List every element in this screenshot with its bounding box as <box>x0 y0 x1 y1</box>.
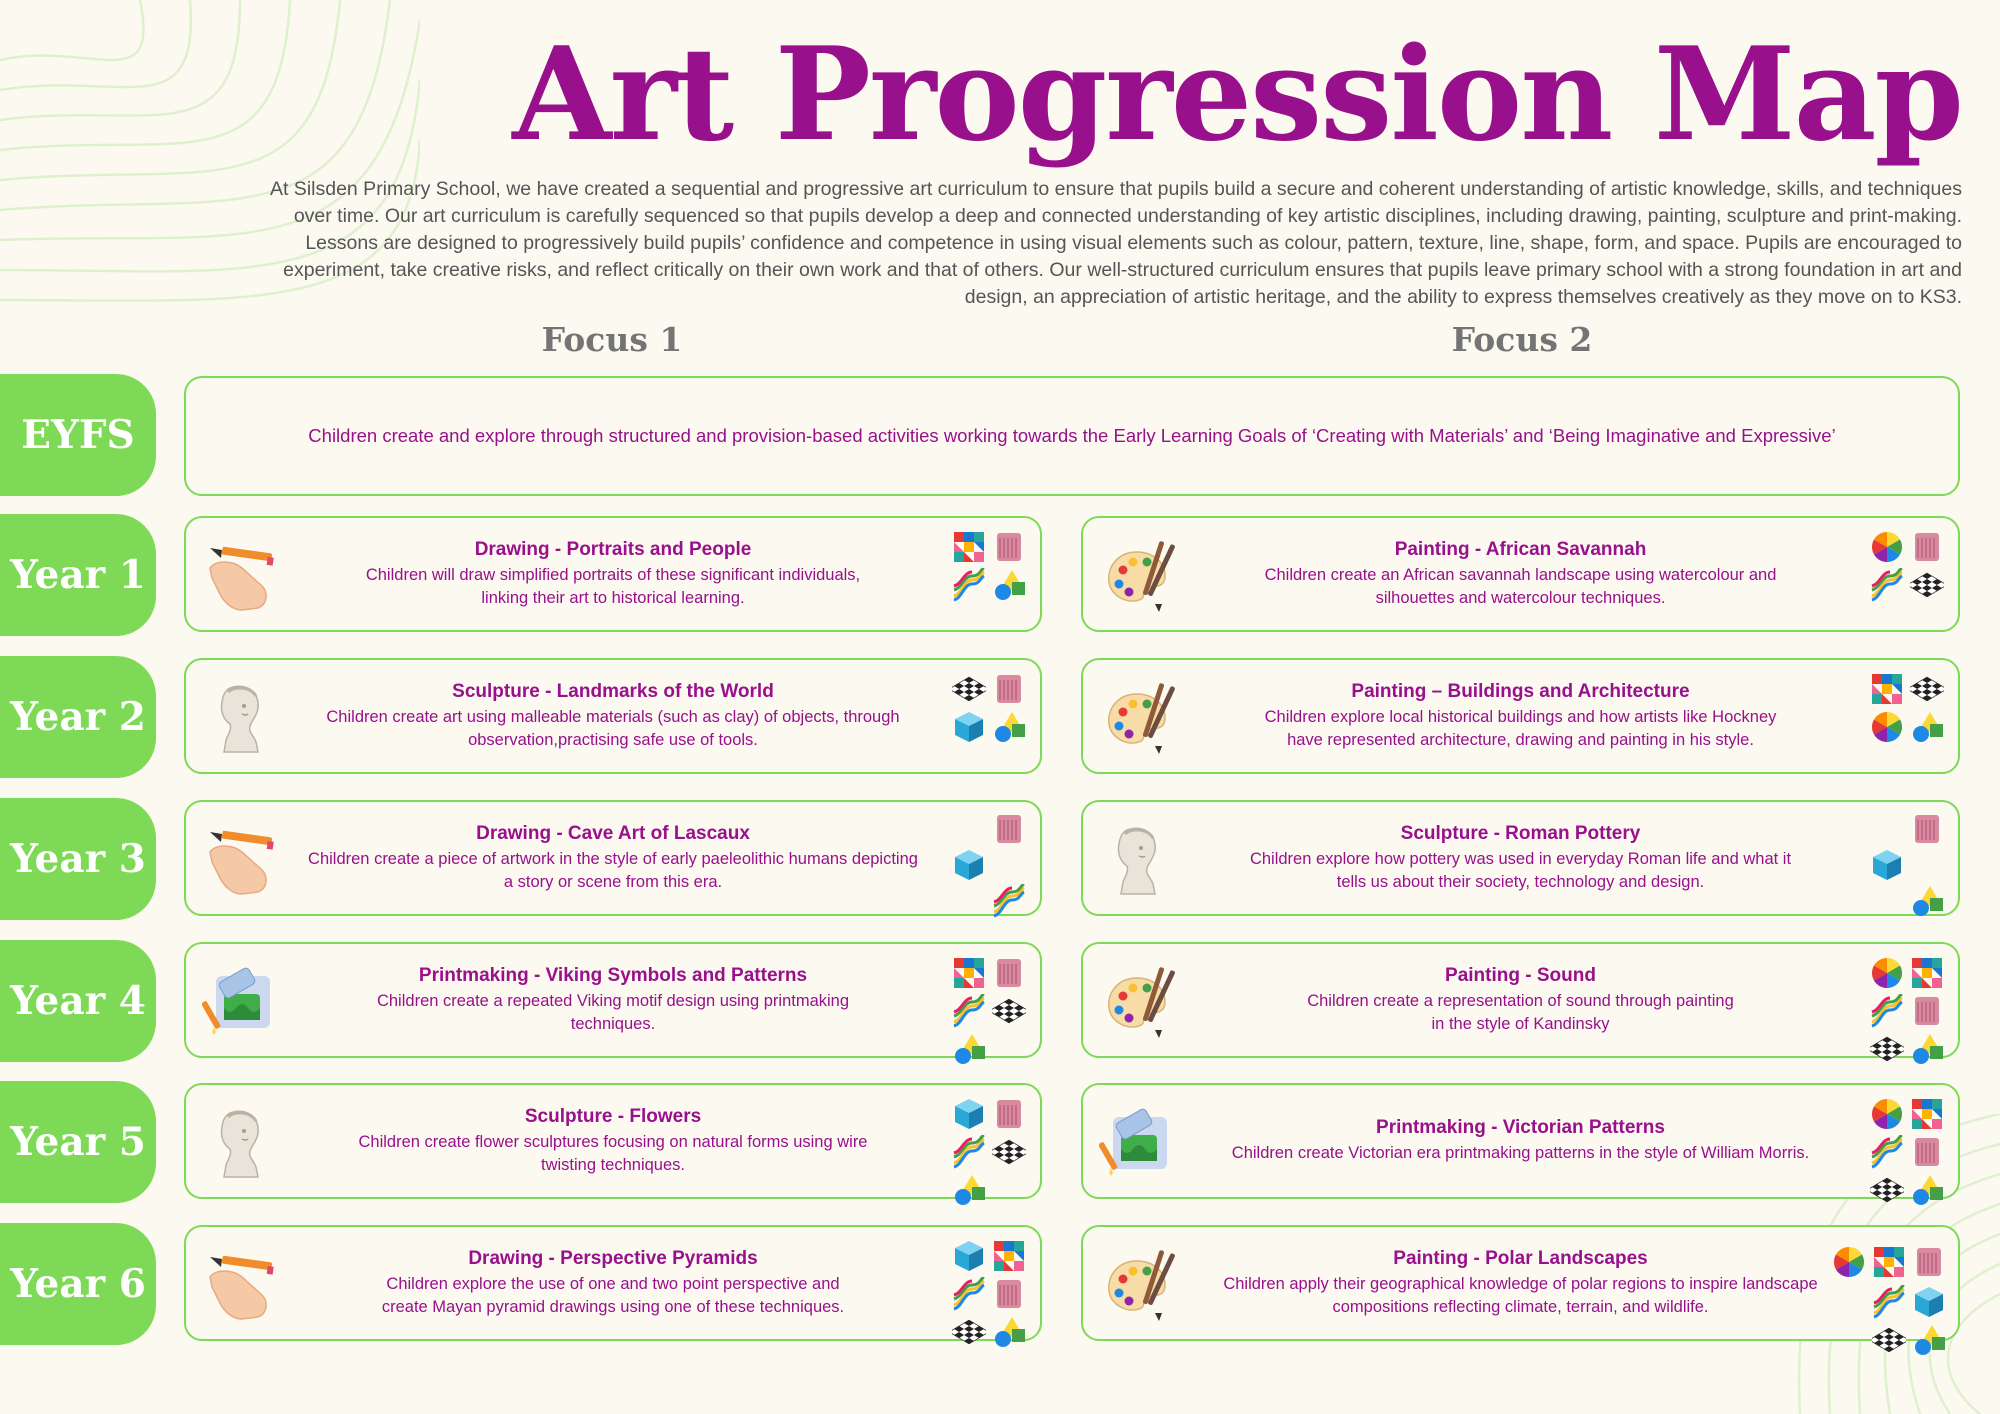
visual-element-badges <box>1868 668 1948 766</box>
focus1-card <box>184 1225 1042 1341</box>
shape-badge <box>1912 1323 1946 1357</box>
space-badge <box>992 1135 1026 1169</box>
unit-description-line: linking their art to historical learning. <box>481 588 745 607</box>
space-badge <box>1870 1173 1904 1207</box>
colour-wheel-icon <box>1832 1245 1866 1279</box>
visual-element-badges <box>950 810 1030 908</box>
focus2-card <box>1081 1225 1960 1341</box>
texture-badge <box>992 530 1026 564</box>
pattern-badge <box>952 530 986 564</box>
year-tab: Year 5 <box>0 1081 156 1203</box>
space-icon <box>1870 1032 1904 1066</box>
space-badge <box>1870 1032 1904 1066</box>
unit-description <box>1250 848 1791 894</box>
unit-description-line: Children create Victorian era printmaking patterns in the style of William Morris. <box>1231 1144 1810 1162</box>
line-badge <box>1870 568 1904 602</box>
line-badge <box>1870 1135 1904 1169</box>
unit-description <box>1307 990 1734 1036</box>
unit-description-line: observation,practising safe use of tools. <box>468 730 758 749</box>
colour-wheel-icon <box>1870 530 1904 564</box>
space-icon <box>1910 568 1944 602</box>
unit-description-line: twisting techniques. <box>541 1155 685 1174</box>
unit-title: Painting – Buildings and Architecture <box>1351 680 1690 702</box>
texture-badge <box>1910 1135 1944 1169</box>
year-tab: Year 4 <box>0 940 156 1062</box>
unit-description <box>1265 564 1777 610</box>
space-badge <box>952 672 986 706</box>
unit-title: Drawing - Portraits and People <box>474 538 752 560</box>
focus1-card <box>184 658 1042 774</box>
focus-1-heading: Focus 1 <box>541 320 683 359</box>
space-icon <box>1910 672 1944 706</box>
form-icon <box>952 710 986 744</box>
texture-icon <box>992 672 1026 706</box>
unit-description <box>308 848 918 894</box>
unit-description-line: Children explore how pottery was used in everyday Roman life and what it <box>1249 849 1792 868</box>
form-badge <box>952 1097 986 1131</box>
shape-badge <box>992 1315 1026 1349</box>
line-badge <box>952 1277 986 1311</box>
pattern-icon <box>1872 1245 1906 1279</box>
colour-badge <box>1870 956 1904 990</box>
focus1-card <box>184 516 1042 632</box>
line-badge <box>1870 994 1904 1028</box>
unit-description-line: Children create a piece of artwork in the style of early paeleolithic humans depicting <box>308 849 918 868</box>
line-icon <box>1872 1285 1906 1319</box>
palette-icon <box>1099 538 1175 614</box>
form-icon <box>1870 848 1904 882</box>
pattern-badge <box>992 1239 1026 1273</box>
unit-description <box>359 1131 868 1177</box>
sculpture-bust-icon <box>202 1105 278 1181</box>
colour-wheel-icon <box>1870 956 1904 990</box>
unit-title: Sculpture - Landmarks of the World <box>452 680 774 702</box>
focus1-card <box>184 1083 1042 1199</box>
line-icon <box>952 1277 986 1311</box>
colour-wheel-icon <box>1870 710 1904 744</box>
unit-description-line: a story or scene from this era. <box>503 872 723 891</box>
colour-badge <box>1870 710 1904 744</box>
unit-description <box>1265 706 1777 752</box>
palette-icon <box>1099 680 1175 756</box>
line-icon <box>1870 994 1904 1028</box>
texture-icon <box>1910 1135 1944 1169</box>
pencil-hand-icon <box>202 822 278 898</box>
focus2-card <box>1081 942 1960 1058</box>
texture-badge <box>992 672 1026 706</box>
unit-title: Drawing - Perspective Pyramids <box>468 1247 758 1269</box>
unit-description-line: tells us about their society, technology and design. <box>1336 872 1705 891</box>
texture-badge <box>992 1097 1026 1131</box>
year-tab: Year 1 <box>0 514 156 636</box>
unit-description <box>382 1273 844 1319</box>
unit-description <box>1223 1273 1817 1319</box>
pencil-hand-icon <box>202 538 278 614</box>
visual-element-badges <box>950 1235 1030 1333</box>
pattern-badge <box>1910 1097 1944 1131</box>
line-badge <box>952 1135 986 1169</box>
unit-title: Painting - Polar Landscapes <box>1393 1247 1648 1269</box>
space-badge <box>1910 568 1944 602</box>
texture-icon <box>1910 812 1944 846</box>
unit-description-line: in the style of Kandinsky <box>1431 1014 1610 1033</box>
unit-title: Painting - Sound <box>1445 964 1596 986</box>
colour-wheel-icon <box>1870 1097 1904 1131</box>
line-icon <box>992 884 1026 918</box>
unit-description <box>377 990 849 1036</box>
focus-2-heading: Focus 2 <box>1451 320 1593 359</box>
shape-badge <box>1910 710 1944 744</box>
space-icon <box>992 994 1026 1028</box>
shape-icon <box>1910 884 1944 918</box>
space-badge <box>1872 1323 1906 1357</box>
eyfs-card <box>184 376 1960 496</box>
shape-icon <box>1910 1032 1944 1066</box>
shape-icon <box>952 1173 986 1207</box>
unit-description-line: Children create flower sculptures focusing on natural forms using wire <box>358 1132 868 1151</box>
line-badge <box>952 994 986 1028</box>
pattern-icon <box>1870 672 1904 706</box>
unit-title: Sculpture - Flowers <box>524 1105 702 1127</box>
visual-element-badges <box>1868 952 1948 1050</box>
shape-badge <box>952 1032 986 1066</box>
palette-icon <box>1099 1247 1175 1323</box>
shape-icon <box>992 568 1026 602</box>
unit-description-line: silhouettes and watercolour techniques. <box>1375 588 1666 607</box>
pattern-icon <box>952 530 986 564</box>
form-badge <box>952 710 986 744</box>
unit-title: Printmaking - Viking Symbols and Patterns <box>418 964 808 986</box>
pattern-badge <box>1910 956 1944 990</box>
palette-icon <box>1099 964 1175 1040</box>
eyfs-description: Children create and explore through structured and provision-based activities working towards the Early Learning Goals of ‘Creating with Materials’ and ‘Being Imaginative and Expressive’ <box>308 425 1836 446</box>
line-badge <box>992 884 1026 918</box>
line-icon <box>952 994 986 1028</box>
space-badge <box>992 994 1026 1028</box>
form-icon <box>1912 1285 1946 1319</box>
print-roller-icon <box>1099 1105 1175 1181</box>
visual-element-badges <box>950 668 1030 766</box>
visual-element-badges <box>950 1093 1030 1191</box>
line-icon <box>1870 568 1904 602</box>
form-badge <box>1912 1285 1946 1319</box>
colour-badge <box>1832 1245 1866 1279</box>
pattern-icon <box>1910 1097 1944 1131</box>
shape-icon <box>952 1032 986 1066</box>
line-icon <box>952 1135 986 1169</box>
shape-badge <box>1910 1032 1944 1066</box>
unit-description-line: create Mayan pyramid drawings using one of these techniques. <box>381 1297 845 1316</box>
form-badge <box>952 1239 986 1273</box>
sculpture-bust-icon <box>1099 822 1175 898</box>
unit-title: Sculpture - Roman Pottery <box>1400 822 1641 844</box>
unit-description-line: techniques. <box>570 1014 656 1033</box>
colour-badge <box>1870 530 1904 564</box>
texture-icon <box>1910 994 1944 1028</box>
space-icon <box>952 672 986 706</box>
space-badge <box>1910 672 1944 706</box>
year-tab: Year 2 <box>0 656 156 778</box>
focus1-card <box>184 942 1042 1058</box>
form-icon <box>952 1239 986 1273</box>
form-badge <box>1870 848 1904 882</box>
visual-element-badges <box>1868 526 1948 624</box>
space-icon <box>952 1315 986 1349</box>
texture-badge <box>992 812 1026 846</box>
texture-icon <box>992 956 1026 990</box>
texture-badge <box>992 956 1026 990</box>
focus2-card <box>1081 658 1960 774</box>
shape-icon <box>1910 1173 1944 1207</box>
unit-description-line: Children create a repeated Viking motif design using printmaking <box>376 991 850 1010</box>
shape-badge <box>952 1173 986 1207</box>
unit-title: Drawing - Cave Art of Lascaux <box>476 822 750 844</box>
form-badge <box>952 848 986 882</box>
shape-badge <box>992 568 1026 602</box>
pattern-badge <box>952 956 986 990</box>
texture-icon <box>992 530 1026 564</box>
shape-icon <box>1910 710 1944 744</box>
form-icon <box>952 848 986 882</box>
shape-badge <box>1910 884 1944 918</box>
shape-icon <box>992 1315 1026 1349</box>
unit-description <box>1232 1142 1809 1165</box>
pattern-icon <box>992 1239 1026 1273</box>
pattern-badge <box>1870 672 1904 706</box>
texture-badge <box>1910 994 1944 1028</box>
unit-description-line: compositions reflecting climate, terrain, and wildlife. <box>1332 1297 1709 1316</box>
texture-icon <box>992 1097 1026 1131</box>
year-tab: Year 3 <box>0 798 156 920</box>
pencil-hand-icon <box>202 1247 278 1323</box>
eyfs-tab: EYFS <box>0 374 156 496</box>
focus2-card <box>1081 516 1960 632</box>
unit-title: Printmaking - Victorian Patterns <box>1376 1117 1665 1138</box>
space-icon <box>1870 1173 1904 1207</box>
focus2-card <box>1081 800 1960 916</box>
texture-icon <box>1910 530 1944 564</box>
unit-description <box>326 706 899 752</box>
line-icon <box>1870 1135 1904 1169</box>
shape-icon <box>1912 1323 1946 1357</box>
line-icon <box>952 568 986 602</box>
space-icon <box>1872 1323 1906 1357</box>
page-title: Art Progression Map <box>512 20 1962 170</box>
unit-description-line: Children explore local historical buildings and how artists like Hockney <box>1264 707 1777 726</box>
unit-description-line: have represented architecture, drawing and painting in his style. <box>1287 730 1754 749</box>
pattern-icon <box>1910 956 1944 990</box>
form-icon <box>952 1097 986 1131</box>
unit-description-line: Children create art using malleable materials (such as clay) of objects, through <box>326 707 900 726</box>
texture-icon <box>992 812 1026 846</box>
unit-description <box>366 564 860 610</box>
unit-description-line: Children create an African savannah landscape using watercolour and <box>1264 565 1777 584</box>
focus1-card <box>184 800 1042 916</box>
texture-icon <box>992 1277 1026 1311</box>
unit-description-line: Children will draw simplified portraits of these significant individuals, <box>365 565 861 584</box>
colour-badge <box>1870 1097 1904 1131</box>
texture-icon <box>1912 1245 1946 1279</box>
unit-description-line: Children apply their geographical knowledge of polar regions to inspire landscape <box>1223 1274 1818 1293</box>
focus2-card <box>1081 1083 1960 1199</box>
shape-badge <box>1910 1173 1944 1207</box>
visual-element-badges <box>950 952 1030 1050</box>
space-icon <box>992 1135 1026 1169</box>
space-badge <box>952 1315 986 1349</box>
line-badge <box>1872 1285 1906 1319</box>
texture-badge <box>1910 530 1944 564</box>
print-roller-icon <box>202 964 278 1040</box>
pattern-badge <box>1872 1245 1906 1279</box>
intro-paragraph: At Silsden Primary School, we have created a sequential and progressive art curriculum to ensure that pupils build a secure and coherent understanding of artistic knowledge, skills, and techniques over time. Our art curriculum is carefully sequenced so that pupils develop a deep and connected understanding of key artistic disciplines, including drawing, painting, sculpture and print-making. Lessons are designed to progressively build pupils’ confidence and competence in using visual elements such as colour, pattern, texture, line, shape, form, and space. Pupils are encouraged to experiment, take creative risks, and reflect critically on their own work and that of others. Our well-structured curriculum ensures that pupils leave primary school with a strong foundation in art and design, an appreciation of artistic heritage, and the ability to express themselves creatively as they move on to KS3. <box>269 178 1962 308</box>
texture-badge <box>1910 812 1944 846</box>
texture-badge <box>992 1277 1026 1311</box>
unit-description-line: Children create a representation of sound through painting <box>1307 991 1734 1010</box>
unit-description-line: Children explore the use of one and two point perspective and <box>386 1274 840 1293</box>
visual-element-badges <box>1868 1093 1948 1191</box>
visual-element-badges <box>1868 810 1948 908</box>
visual-element-badges <box>1868 1235 1948 1333</box>
unit-title: Painting - African Savannah <box>1394 538 1647 560</box>
visual-element-badges <box>950 526 1030 624</box>
pattern-icon <box>952 956 986 990</box>
line-badge <box>952 568 986 602</box>
shape-badge <box>992 710 1026 744</box>
sculpture-bust-icon <box>202 680 278 756</box>
shape-icon <box>992 710 1026 744</box>
year-tab: Year 6 <box>0 1223 156 1345</box>
texture-badge <box>1912 1245 1946 1279</box>
